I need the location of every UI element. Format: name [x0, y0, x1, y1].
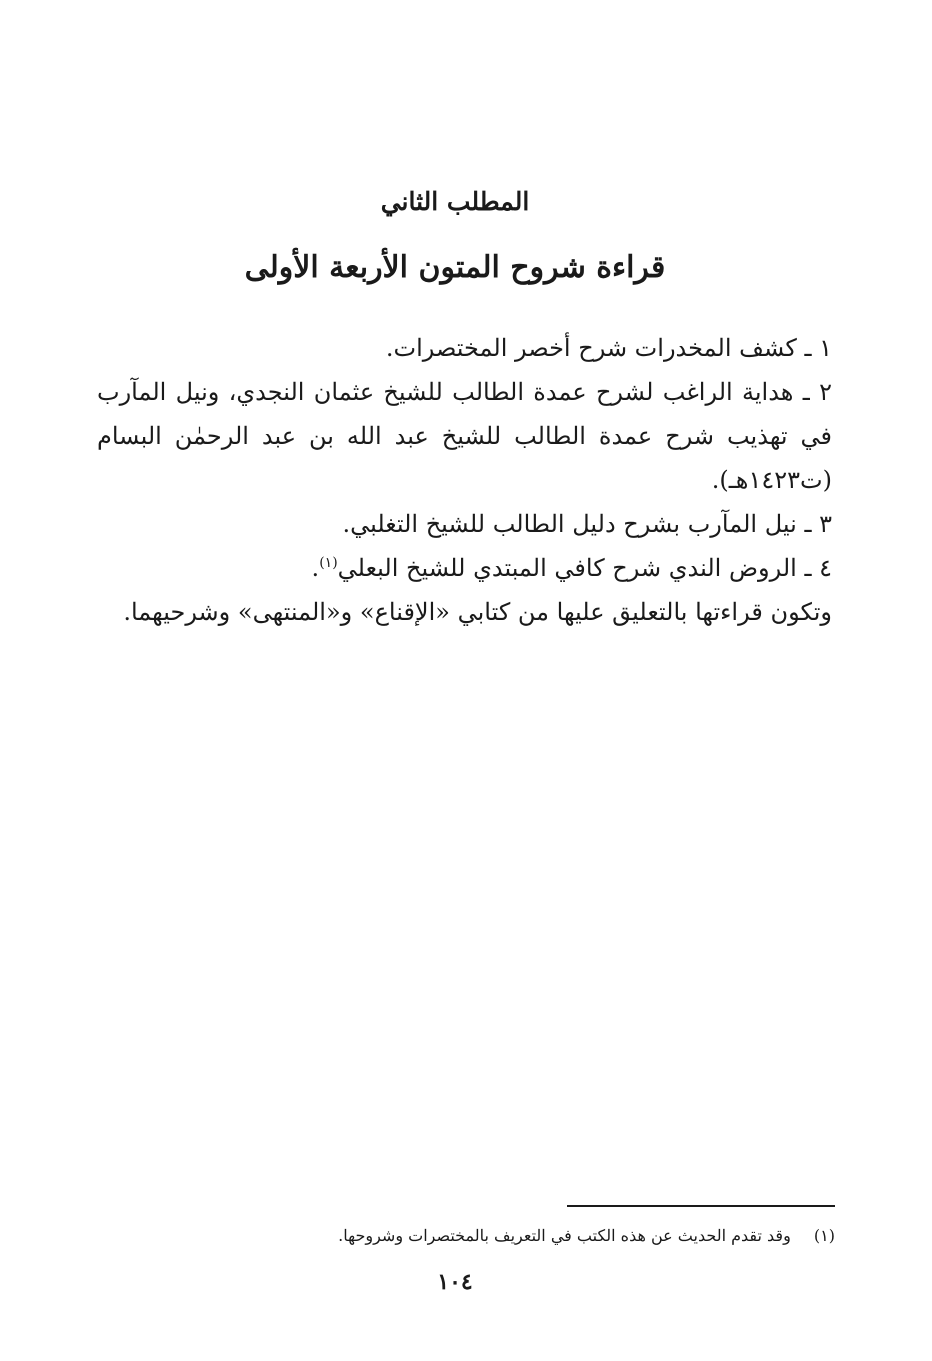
item-text: كشف المخدرات شرح أخصر المختصرات.	[385, 334, 797, 362]
item-number: ٣ ـ	[804, 510, 832, 538]
item-text: الروض الندي شرح كافي المبتدي للشيخ البعلي	[337, 554, 797, 582]
chapter-title: قراءة شروح المتون الأربعة الأولى	[244, 250, 666, 285]
item-number: ٢ ـ	[802, 378, 832, 406]
body-text	[97, 326, 832, 634]
item-number: ٤ ـ	[804, 554, 832, 582]
footnote-text: وقد تقدم الحديث عن هذه الكتب في التعريف بالمختصرات وشروحها.	[338, 1226, 791, 1245]
list-item	[97, 326, 832, 370]
item-end-punctuation: .	[311, 554, 320, 582]
footnote-number: (١)	[813, 1226, 835, 1245]
list-item	[97, 502, 832, 546]
footnote-reference[interactable]: (١)	[319, 555, 338, 571]
item-number: ١ ـ	[804, 334, 832, 362]
item-text: نيل المآرب بشرح دليل الطالب للشيخ التغلبي.	[342, 510, 797, 538]
footnote	[95, 1222, 835, 1250]
list-item	[97, 370, 832, 502]
page-number: ١٠٤	[437, 1269, 473, 1295]
item-text: هداية الراغب لشرح عمدة الطالب للشيخ عثمان النجدي، ونيل المآرب في تهذيب شرح عمدة الطالب للشيخ عبد الله بن عبد الرحمٰن البسام (ت١٤٢٣هـ).	[97, 378, 832, 494]
section-label: المطلب الثاني	[380, 187, 530, 216]
footnote-divider	[567, 1205, 835, 1207]
closing-paragraph: وتكون قراءتها بالتعليق عليها من كتابي «الإقناع» و«المنتهى» وشرحيهما.	[123, 598, 832, 626]
list-item	[97, 546, 832, 590]
